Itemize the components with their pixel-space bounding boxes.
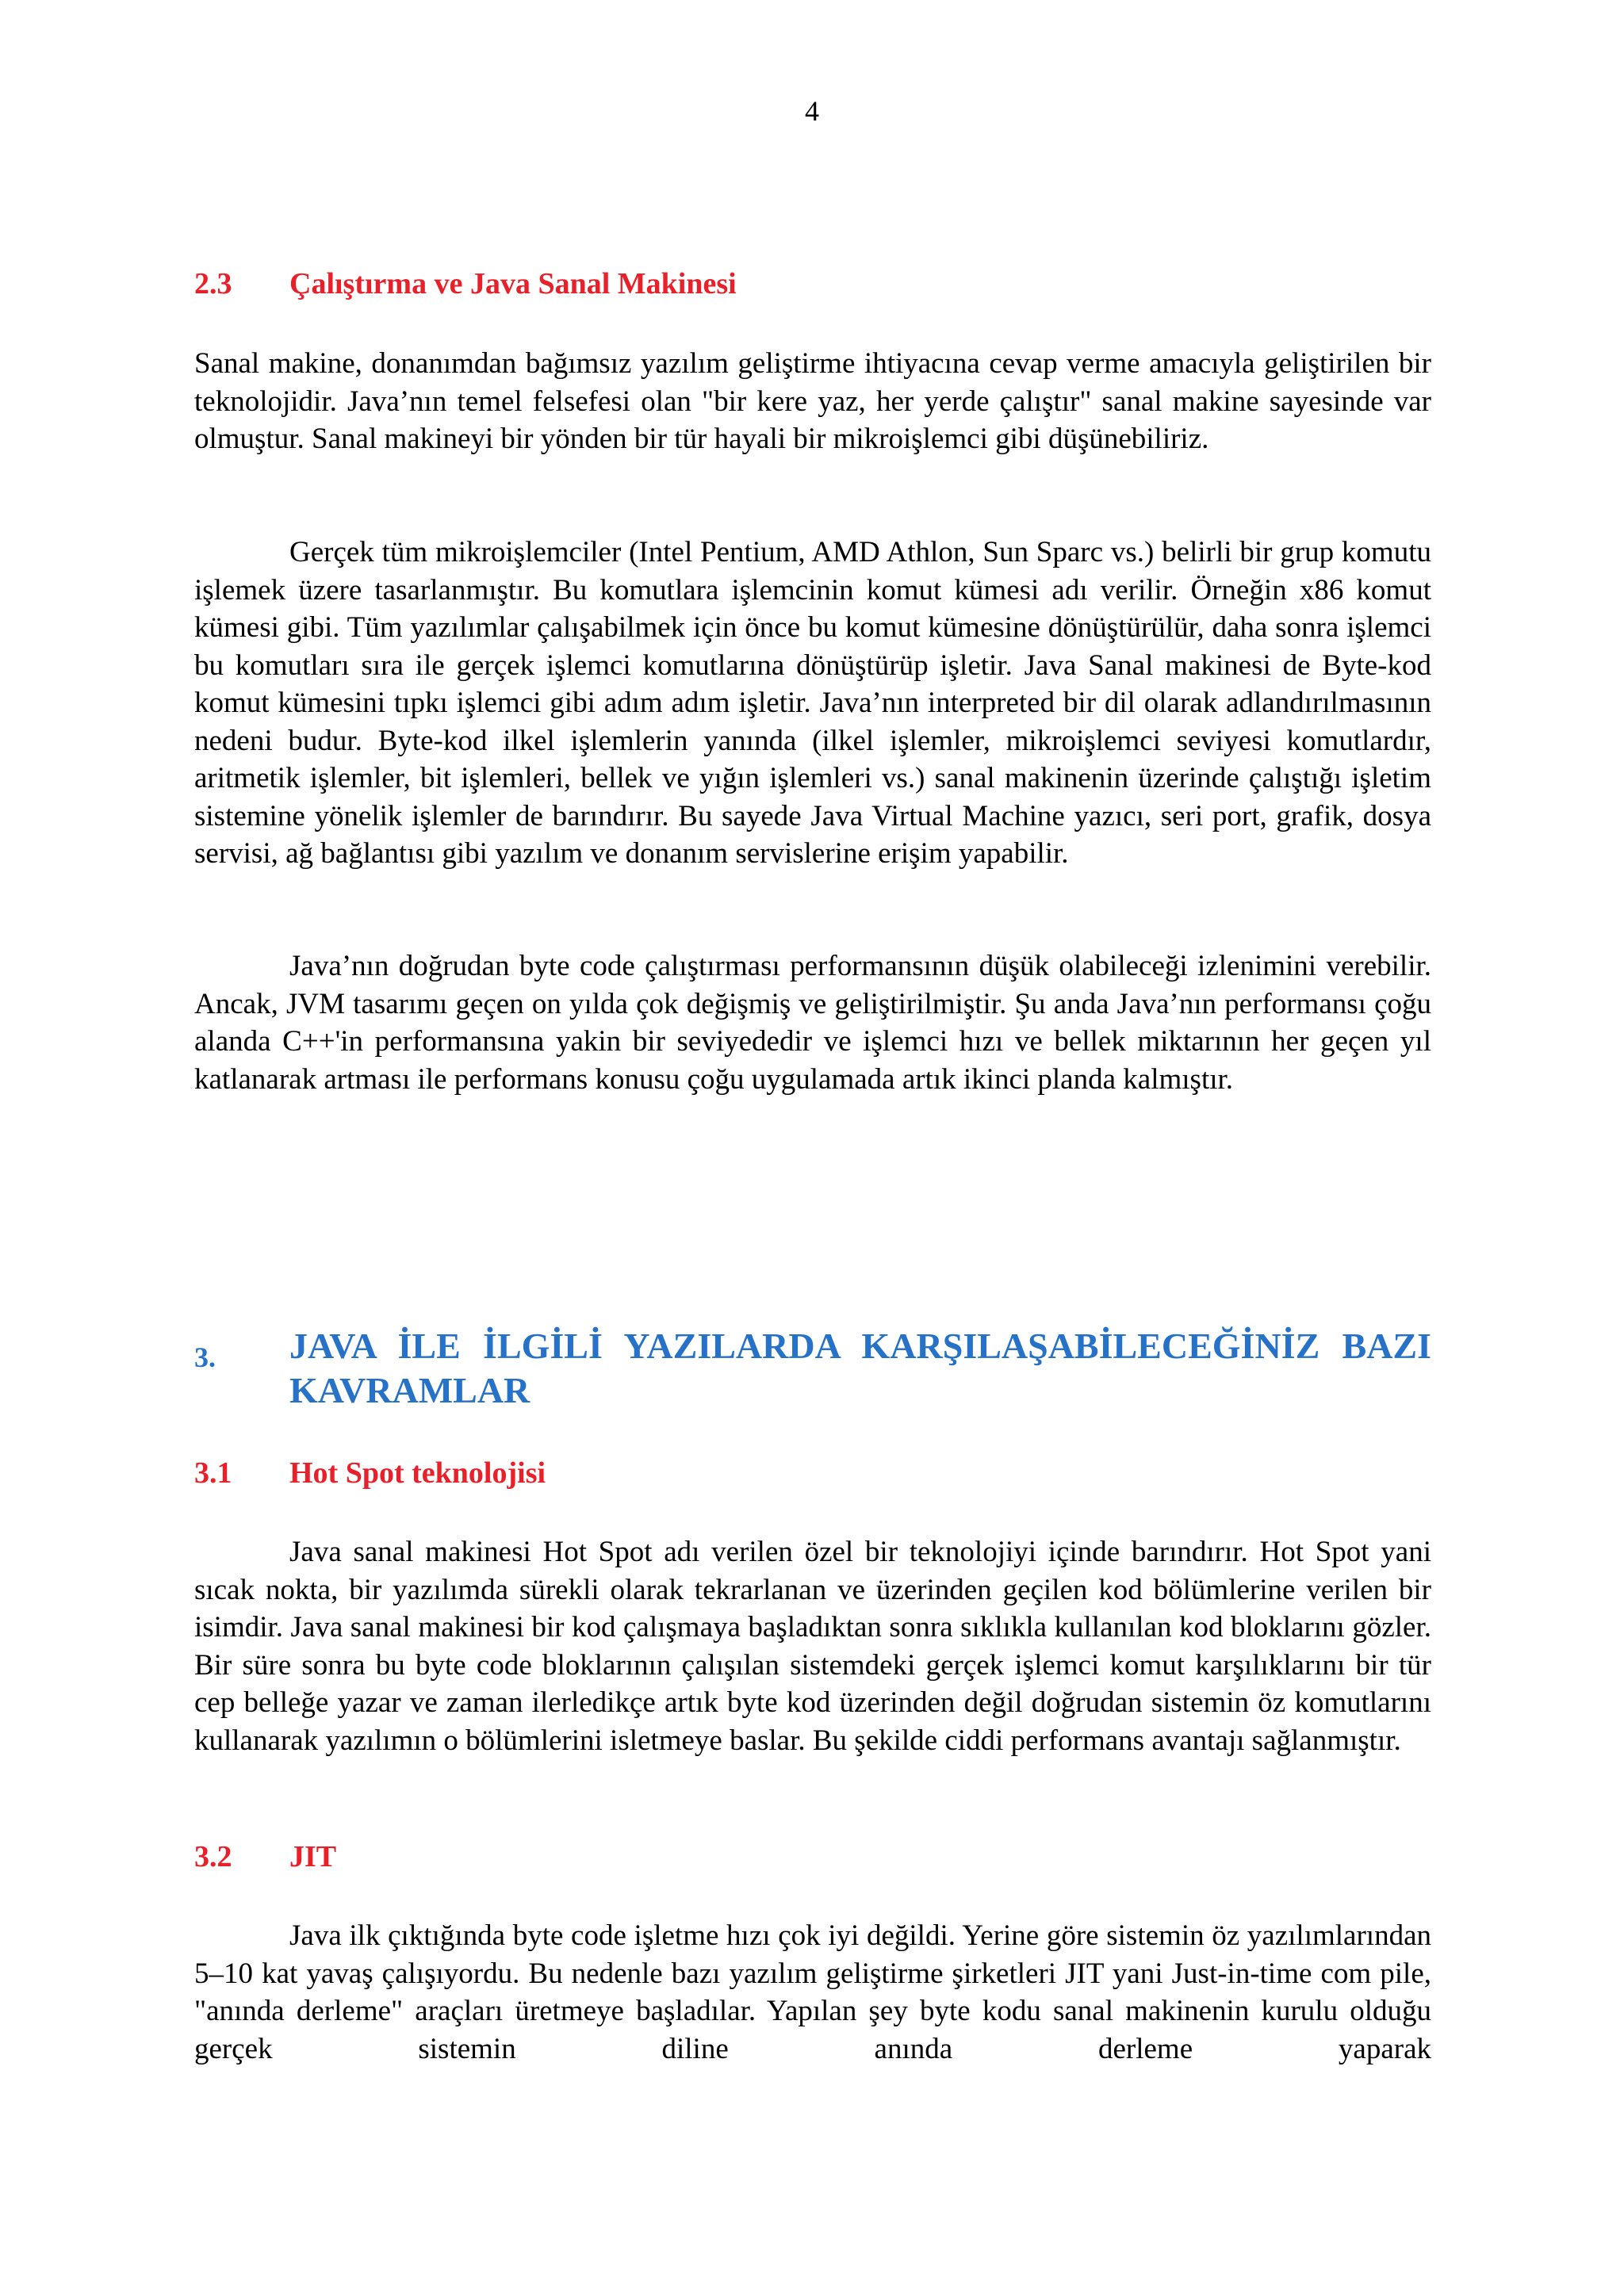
paragraph: Gerçek tüm mikroişlemciler (Intel Pentium, AMD Athlon, Sun Sparc vs.) belirli bir grup komutu işlemek üzere tasarlanmıştır. Bu komutlara işlemcinin komut kümesi adı verilir. Örneğin x86 komut kümesi gibi. Tüm yazılımlar çalışabilmek için önce bu komut kümesine dönüştürülür, daha sonra işlemci bu komutları sıra ile gerçek işlemci komutlarına dönüştürüp işletir. Java Sanal makinesi de Byte-kod komut kümesini tıpkı işlemci gibi adım adım işletir. Java’nın interpreted bir dil olarak adlandırılmasının nedeni budur. Byte-kod ilkel işlemlerin yanında (ilkel işlemler, mikroişlemci seviyesi komutlardır, aritmetik işlemler, bit işlemleri, bellek ve yığın işlemleri vs.) sanal makinenin üzerinde çalıştığı işletim sistemine yönelik işlemler de barındırır. Bu sayede Java Virtual Machine yazıcı, seri port, grafik, dosya servisi, ağ bağlantısı gibi yazılım ve donanım servislerine erişim yapabilir. bbox=[194, 536, 1431, 870]
section-number: 2.3 bbox=[194, 267, 232, 300]
paragraph: Java ilk çıktığında byte code işletme hızı çok iyi değildi. Yerine göre sistemin öz yazılımlarından 5–10 kat yavaş çalışıyordu. Bu nedenle bazı yazılım geliştirme şirketleri JIT yani Just-in-time com pile, "anında derleme" araçları üretmeye başladılar. Yapılan şey byte kodu sanal makinenin kurulu olduğu gerçek sistemin diline anında derleme yaparak bbox=[194, 1919, 1431, 2065]
section-number: 3.2 bbox=[194, 1840, 232, 1873]
chapter-title: JAVA İLE İLGİLİ YAZILARDA KARŞILAŞABİLECEĞİNİZ BAZI KAVRAMLAR bbox=[289, 1326, 1431, 1410]
page-number: 4 bbox=[805, 95, 819, 127]
section-title: JIT bbox=[289, 1840, 337, 1873]
chapter-number: 3. bbox=[194, 1341, 216, 1373]
section-title: Hot Spot teknolojisi bbox=[289, 1456, 546, 1490]
section-number: 3.1 bbox=[194, 1456, 232, 1490]
paragraph: Sanal makine, donanımdan bağımsız yazılım geliştirme ihtiyacına cevap verme amacıyla geliştirilen bir teknolojidir. Java’nın temel felsefesi olan "bir kere yaz, her yerde çalıştır" sanal makine sayesinde var olmuştur. Sanal makineyi bir yönden bir tür hayali bir mikroişlemci gibi düşünebiliriz. bbox=[194, 347, 1431, 455]
paragraph: Java sanal makinesi Hot Spot adı verilen özel bir teknolojiyi içinde barındırır. Hot Spot yani sıcak nokta, bir yazılımda sürekli olarak tekrarlanan ve üzerinden geçilen kod bölümlerine verilen bir isimdir. Java sanal makinesi bir kod çalışmaya başladıktan sonra sıklıkla kullanılan kod bloklarını gözler. Bir süre sonra bu byte code bloklarının çalışılan sistemdeki gerçek işlemci komut karşılıklarını bir tür cep belleğe yazar ve zaman ilerledikçe artık byte kod üzerinden değil doğrudan sistemin öz komutlarını kullanarak yazılımın o bölümlerini isletmeye baslar. Bu şekilde ciddi performans avantajı sağlanmıştır. bbox=[194, 1536, 1431, 1757]
section-title: Çalıştırma ve Java Sanal Makinesi bbox=[289, 267, 737, 300]
paragraph: Java’nın doğrudan byte code çalıştırması performansının düşük olabileceği izlenimini verebilir. Ancak, JVM tasarımı geçen on yılda çok değişmiş ve geliştirilmiştir. Şu anda Java’nın performansı çoğu alanda C++'in performansına yakin bir seviyededir ve işlemci hızı ve bellek miktarının her geçen yıl katlanarak artması ile performans konusu çoğu uygulamada artık ikinci planda kalmıştır. bbox=[194, 950, 1431, 1096]
